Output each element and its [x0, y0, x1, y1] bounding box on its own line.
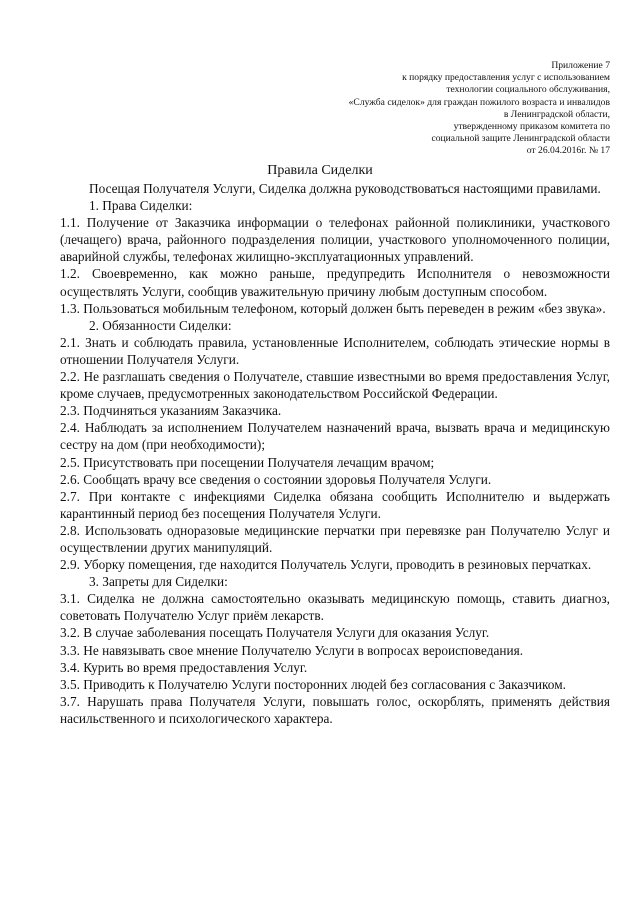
rule-item: 3.7. Нарушать права Получателя Услуги, повышать голос, оскорблять, применять действия насильственного и психологического характера.	[60, 693, 610, 726]
rule-item: 2.5. Присутствовать при посещении Получателя лечащим врачом;	[60, 454, 435, 470]
rule-item: 2.8. Использовать одноразовые медицинские перчатки при перевязке ран Получателю Услуг и осуществлении других манипуляций.	[60, 522, 610, 555]
intro-paragraph: Посещая Получателя Услуги, Сиделка должна руководствоваться настоящими правилами.	[89, 181, 601, 196]
appendix-line: «Служба сиделок» для граждан пожилого возраста и инвалидов	[348, 96, 610, 108]
appendix-line: социальной защите Ленинградской области	[431, 133, 610, 145]
appendix-line: в Ленинградской области,	[503, 108, 610, 120]
rule-item: 2.1. Знать и соблюдать правила, установленные Исполнителем, соблюдать этические нормы в отношении Получателя Услуги.	[60, 334, 610, 367]
rule-item: 3.3. Не навязывать свое мнение Получателю Услуги в вопросах вероисповедания.	[60, 642, 524, 658]
appendix-line: к порядку предоставления услуг с использованием	[402, 72, 610, 84]
appendix-line: утвержденному приказом комитета по	[453, 121, 610, 133]
document-body	[60, 180, 610, 727]
appendix-line: от 26.04.2016г. № 17	[526, 145, 610, 157]
section-heading-duties: 2. Обязанности Сиделки:	[89, 317, 232, 333]
rule-item: 3.1. Сиделка не должна самостоятельно оказывать медицинскую помощь, ставить диагноз, советовать Получателю Услуг приём лекарств.	[60, 591, 610, 624]
section-heading-rights: 1. Права Сиделки:	[89, 198, 193, 214]
rule-item: 3.2. В случае заболевания посещать Получателя Услуги для оказания Услуг.	[60, 625, 490, 641]
rule-item: 2.9. Уборку помещения, где находится Получатель Услуги, проводить в резиновых перчатках.	[60, 557, 592, 573]
rule-item: 3.5. Приводить к Получателю Услуги посторонних людей без согласования с Заказчиком.	[60, 676, 566, 692]
appendix-note	[190, 60, 610, 158]
rule-item: 1.3. Пользоваться мобильным телефоном, который должен быть переведен в режим «без звука».	[60, 300, 606, 316]
rule-item: 2.6. Сообщать врачу все сведения о состоянии здоровья Получателя Услуги.	[60, 471, 492, 487]
document-title: Правила Сиделки	[267, 163, 373, 178]
rule-item: 3.4. Курить во время предоставления Услуг.	[60, 659, 308, 675]
rule-item: 2.7. При контакте с инфекциями Сиделка обязана сообщить Исполнителю и выдержать карантинный период без посещения Получателя Услуги.	[60, 488, 610, 521]
rule-item: 2.4. Наблюдать за исполнением Получателем назначений врача, вызвать врача и медицинскую сестру на дом (при необходимости);	[60, 420, 610, 453]
rule-item: 2.3. Подчиняться указаниям Заказчика.	[60, 403, 282, 419]
rule-item: 2.2. Не разглашать сведения о Получателе, ставшие известными во время предоставления Услуг, кроме случаев, предусмотренных законодательством Российской Федерации.	[60, 369, 610, 402]
appendix-line: Приложение 7	[551, 60, 610, 71]
appendix-line: технологии социального обслуживания,	[446, 84, 610, 96]
rule-item: 1.1. Получение от Заказчика информации о телефонах районной поликлиники, участкового (лечащего) врача, районного подразделения полиции, участкового уполномоченного полиции, аварийной службы, телефонах жилищно-эксплуатационных управлений.	[60, 215, 610, 265]
rule-item: 1.2. Своевременно, как можно раньше, предупредить Исполнителя о невозможности осуществлять Услуги, сообщив уважительную причину любым доступным способом.	[60, 266, 610, 299]
section-heading-prohibitions: 3. Запреты для Сиделки:	[89, 574, 228, 590]
